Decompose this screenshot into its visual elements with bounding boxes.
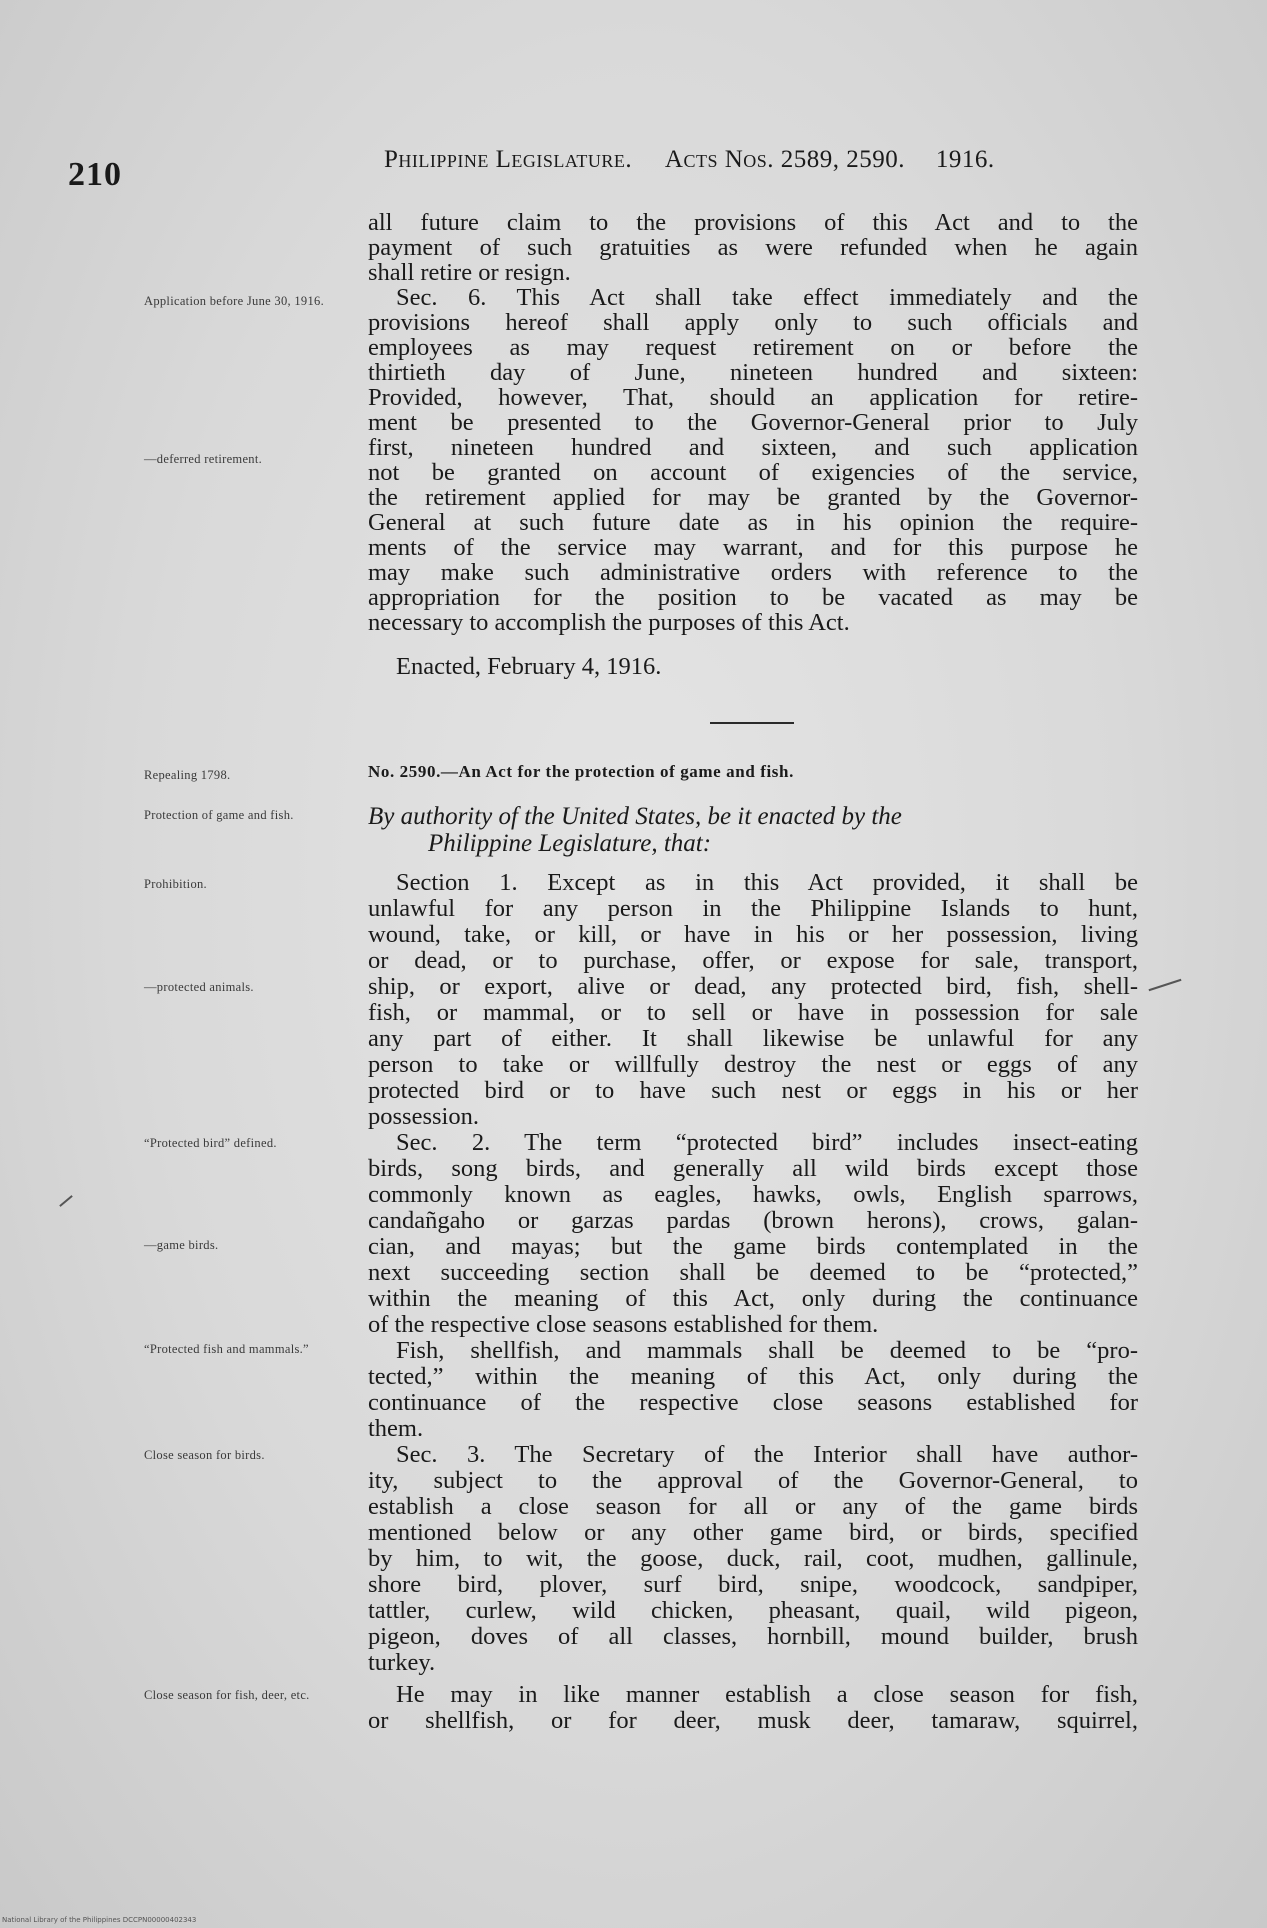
scan-footer: National Library of the Philippines DCCPN00000402343 <box>2 1916 197 1924</box>
text-line: ship, or export, alive or dead, any protected bird, fish, shell- <box>368 973 1138 1000</box>
text-line: candañgaho or garzas pardas (brown herons), crows, galan- <box>368 1207 1138 1234</box>
text-line: next succeeding section shall be deemed to be “protected,” <box>368 1259 1138 1286</box>
enacting-clause <box>368 803 1138 857</box>
text-line: ment be presented to the Governor-General prior to July <box>368 409 1138 436</box>
text-line: pigeon, doves of all classes, hornbill, mound builder, brush <box>368 1623 1138 1650</box>
text-line: turkey. <box>368 1649 436 1676</box>
text-line: fish, or mammal, or to sell or have in possession for sale <box>368 999 1138 1026</box>
text-line: tected,” within the meaning of this Act, only during the <box>368 1363 1138 1390</box>
page-number: 210 <box>68 156 122 193</box>
text-line: the retirement applied for may be granted by the Governor- <box>368 484 1138 511</box>
text-line: birds, song birds, and generally all wild birds except those <box>368 1155 1138 1182</box>
text-line: shore bird, plover, surf bird, snipe, woodcock, sandpiper, <box>368 1571 1138 1598</box>
text-line: necessary to accomplish the purposes of this Act. <box>368 609 850 636</box>
margin-note-protected-animals: —protected animals. <box>144 980 254 994</box>
enacting-line-1: By authority of the United States, be it enacted by the <box>368 803 902 830</box>
text-line: them. <box>368 1415 424 1442</box>
enacted-date: Enacted, February 4, 1916. <box>396 653 662 680</box>
text-line: or shellfish, or for deer, musk deer, tamaraw, squirrel, <box>368 1707 1138 1734</box>
text-line: provisions hereof shall apply only to such officials and <box>368 309 1138 336</box>
text-line: Sec. 3. The Secretary of the Interior shall have author- <box>396 1441 1138 1468</box>
text-line: mentioned below or any other game bird, or birds, specified <box>368 1519 1138 1546</box>
margin-note-protected-bird: “Protected bird” defined. <box>144 1136 277 1150</box>
running-head <box>384 146 1134 174</box>
text-line: appropriation for the position to be vacated as may be <box>368 584 1138 611</box>
text-line: tattler, curlew, wild chicken, pheasant, quail, wild pigeon, <box>368 1597 1138 1624</box>
act-title: No. 2590.—An Act for the protection of game and fish. <box>368 762 794 781</box>
margin-note-deferred: —deferred retirement. <box>144 452 263 466</box>
margin-note-fish-mammals: “Protected fish and mammals.” <box>144 1342 309 1356</box>
margin-note-close-fish: Close season for fish, deer, etc. <box>144 1688 310 1702</box>
text-line: commonly known as eagles, hawks, owls, English sparrows, <box>368 1181 1138 1208</box>
margin-note-prohibition: Prohibition. <box>144 877 207 891</box>
text-line: of the respective close seasons established for them. <box>368 1311 879 1338</box>
text-line: person to take or willfully destroy the nest or eggs of any <box>368 1051 1138 1078</box>
text-line: continuance of the respective close seasons established for <box>368 1389 1138 1416</box>
text-line: by him, to wit, the goose, duck, rail, coot, mudhen, gallinule, <box>368 1545 1138 1572</box>
running-head-year: 1916. <box>935 146 995 173</box>
margin-note-close-birds: Close season for birds. <box>144 1448 265 1462</box>
text-line: establish a close season for all or any of the game birds <box>368 1493 1138 1520</box>
text-line: ments of the service may warrant, and for this purpose he <box>368 534 1138 561</box>
text-line: not be granted on account of exigencies of the service, <box>368 459 1138 486</box>
text-line: employees as may request retirement on or before the <box>368 334 1138 361</box>
text-line: shall retire or resign. <box>368 259 571 286</box>
text-line: possession. <box>368 1103 479 1130</box>
text-line: payment of such gratuities as were refunded when he again <box>368 234 1138 261</box>
text-line: General at such future date as in his opinion the require- <box>368 509 1138 536</box>
text-line: Sec. 6. This Act shall take effect immediately and the <box>396 284 1138 311</box>
scan-mark <box>1149 979 1182 991</box>
text-line: Section 1. Except as in this Act provided, it shall be <box>396 869 1138 896</box>
running-head-body: Philippine Legislature. <box>384 146 633 173</box>
margin-note-protection: Protection of game and fish. <box>144 808 294 822</box>
text-line: wound, take, or kill, or have in his or her possession, living <box>368 921 1138 948</box>
text-line: first, nineteen hundred and sixteen, and such application <box>368 434 1138 461</box>
text-line: He may in like manner establish a close season for fish, <box>396 1681 1138 1708</box>
text-line: thirtieth day of June, nineteen hundred and sixteen: <box>368 359 1138 386</box>
margin-note-application: Application before June 30, 1916. <box>144 294 324 308</box>
margin-note-game-birds: —game birds. <box>144 1238 219 1252</box>
text-line: or dead, or to purchase, offer, or expose for sale, transport, <box>368 947 1138 974</box>
text-line: Fish, shellfish, and mammals shall be deemed to be “pro- <box>396 1337 1138 1364</box>
text-line: cian, and mayas; but the game birds contemplated in the <box>368 1233 1138 1260</box>
text-line: Provided, however, That, should an application for retire- <box>368 384 1138 411</box>
scan-mark <box>59 1195 73 1207</box>
text-line: unlawful for any person in the Philippine Islands to hunt, <box>368 895 1138 922</box>
text-line: may make such administrative orders with reference to the <box>368 559 1138 586</box>
enacting-line-2: Philippine Legislature, that: <box>428 830 712 857</box>
running-head-acts: Acts Nos. 2589, 2590. <box>664 146 906 173</box>
text-line: Sec. 2. The term “protected bird” includes insect-eating <box>396 1129 1138 1156</box>
text-line: protected bird or to have such nest or eggs in his or her <box>368 1077 1138 1104</box>
text-line: any part of either. It shall likewise be unlawful for any <box>368 1025 1138 1052</box>
margin-note-repealing: Repealing 1798. <box>144 768 231 782</box>
text-line: within the meaning of this Act, only during the continuance <box>368 1285 1138 1312</box>
section-divider <box>710 722 794 724</box>
text-line: ity, subject to the approval of the Governor-General, to <box>368 1467 1138 1494</box>
text-line: all future claim to the provisions of this Act and to the <box>368 209 1138 236</box>
